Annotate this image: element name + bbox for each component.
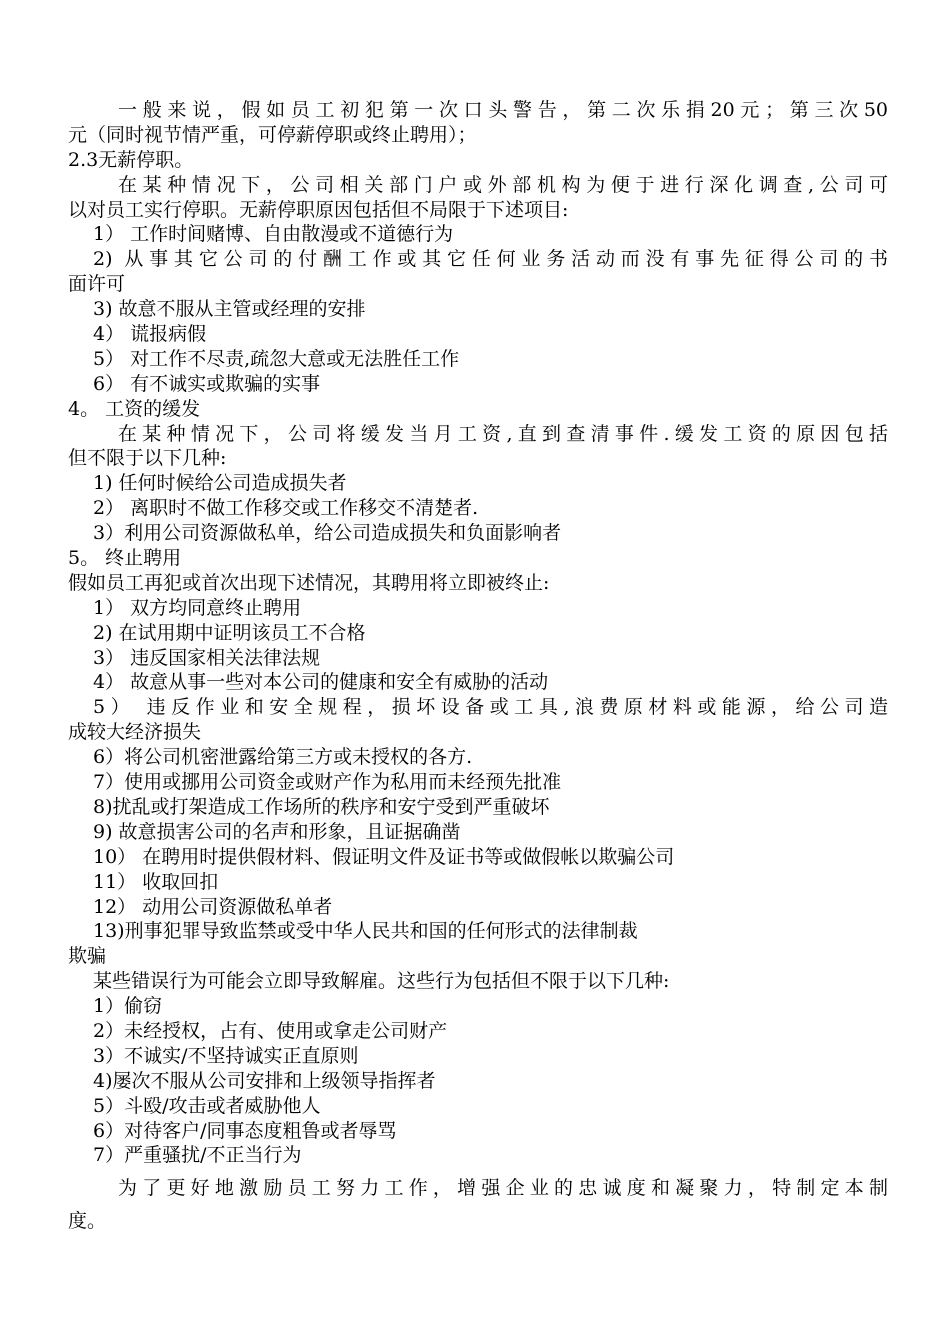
text-line: 2) 在试用期中证明该员工不合格 — [93, 621, 366, 644]
text-line: 6） 有不诚实或欺骗的实事 — [93, 372, 321, 395]
text-line: 2） 离职时不做工作移交或工作移交不清楚者. — [93, 497, 479, 520]
text-line: 面许可 — [68, 273, 126, 296]
text-line: 1） 工作时间赌博、自由散漫或不道德行为 — [93, 223, 454, 246]
text-line: 欺骗 — [68, 945, 107, 968]
text-line: 2) 从事其它公司的付酬工作或其它任何业务活动而没有事先征得公司的书 — [93, 248, 888, 271]
text-line: 假如员工再犯或首次出现下述情况，其聘用将立即被终止: — [68, 571, 550, 594]
text-line: 3) 故意不服从主管或经理的安排 — [93, 298, 366, 321]
text-line: 8)扰乱或打架造成工作场所的秩序和安宁受到严重破坏 — [93, 795, 550, 818]
text-line: 1） 双方均同意终止聘用 — [93, 596, 302, 619]
text-line: 2.3无薪停职。 — [68, 148, 194, 171]
text-line: 3）利用公司资源做私单，给公司造成损失和负面影响者 — [93, 522, 562, 545]
text-line: 5。 终止聘用 — [68, 547, 182, 570]
text-line: 12） 动用公司资源做私单者 — [93, 895, 333, 918]
text-line: 10） 在聘用时提供假材料、假证明文件及证书等或做假帐以欺骗公司 — [93, 845, 675, 868]
text-line: 4)屡次不服从公司安排和上级领导指挥者 — [93, 1069, 436, 1092]
text-line: 成较大经济损失 — [68, 721, 202, 744]
text-line: 5） 对工作不尽责,疏忽大意或无法胜任工作 — [93, 347, 460, 370]
text-line: 元（同时视节情严重，可停薪停职或终止聘用）； — [68, 123, 477, 146]
text-line: 2）未经授权，占有、使用或拿走公司财产 — [93, 1019, 448, 1042]
text-line: 4。 工资的缓发 — [68, 397, 201, 420]
text-line: 1）偷窃 — [93, 995, 163, 1018]
text-line: 4） 故意从事一些对本公司的健康和安全有威胁的活动 — [93, 671, 549, 694]
text-line: 7）使用或挪用公司资金或财产作为私用而未经预先批准 — [93, 771, 562, 794]
text-line: 5）斗殴/攻击或者威胁他人 — [93, 1094, 321, 1117]
text-line: 13)刑事犯罪导致监禁或受中华人民共和国的任何形式的法律制裁 — [93, 920, 638, 943]
text-line: 某些错误行为可能会立即导致解雇。这些行为包括但不限于以下几种: — [93, 970, 670, 993]
text-line: 7）严重骚扰/不正当行为 — [93, 1144, 302, 1167]
text-line: 3）不诚实/不坚持诚实正直原则 — [93, 1044, 359, 1067]
text-line: 5） 违反作业和安全规程，损坏设备或工具,浪费原材料或能源，给公司造 — [93, 696, 888, 719]
text-line: 3） 违反国家相关法律法规 — [93, 646, 321, 669]
text-line: 1) 任何时候给公司造成损失者 — [93, 472, 347, 495]
text-line: 为了更好地激励员工努力工作，增强企业的忠诚度和凝聚力，特制定本制 — [118, 1177, 888, 1200]
text-line: 9) 故意损害公司的名声和形象，且证据确凿 — [93, 820, 461, 843]
text-line: 度。 — [68, 1210, 107, 1233]
text-line: 以对员工实行停职。无薪停职原因包括但不局限于下述项目: — [68, 198, 569, 221]
text-line: 在某种情况下，公司将缓发当月工资,直到查清事件.缓发工资的原因包括 — [118, 422, 888, 445]
text-line: 但不限于以下几种: — [68, 447, 227, 470]
text-line: 6）将公司机密泄露给第三方或未授权的各方. — [93, 746, 473, 769]
text-line: 在某种情况下，公司相关部门户或外部机构为便于进行深化调查,公司可 — [118, 173, 888, 196]
text-line: 一般来说，假如员工初犯第一次口头警告，第二次乐捐20元；第三次50 — [118, 99, 888, 121]
text-line: 11） 收取回扣 — [93, 870, 219, 893]
document-page — [68, 98, 888, 1234]
text-line: 4） 谎报病假 — [93, 323, 207, 346]
text-line: 6）对待客户/同事态度粗鲁或者辱骂 — [93, 1119, 397, 1142]
